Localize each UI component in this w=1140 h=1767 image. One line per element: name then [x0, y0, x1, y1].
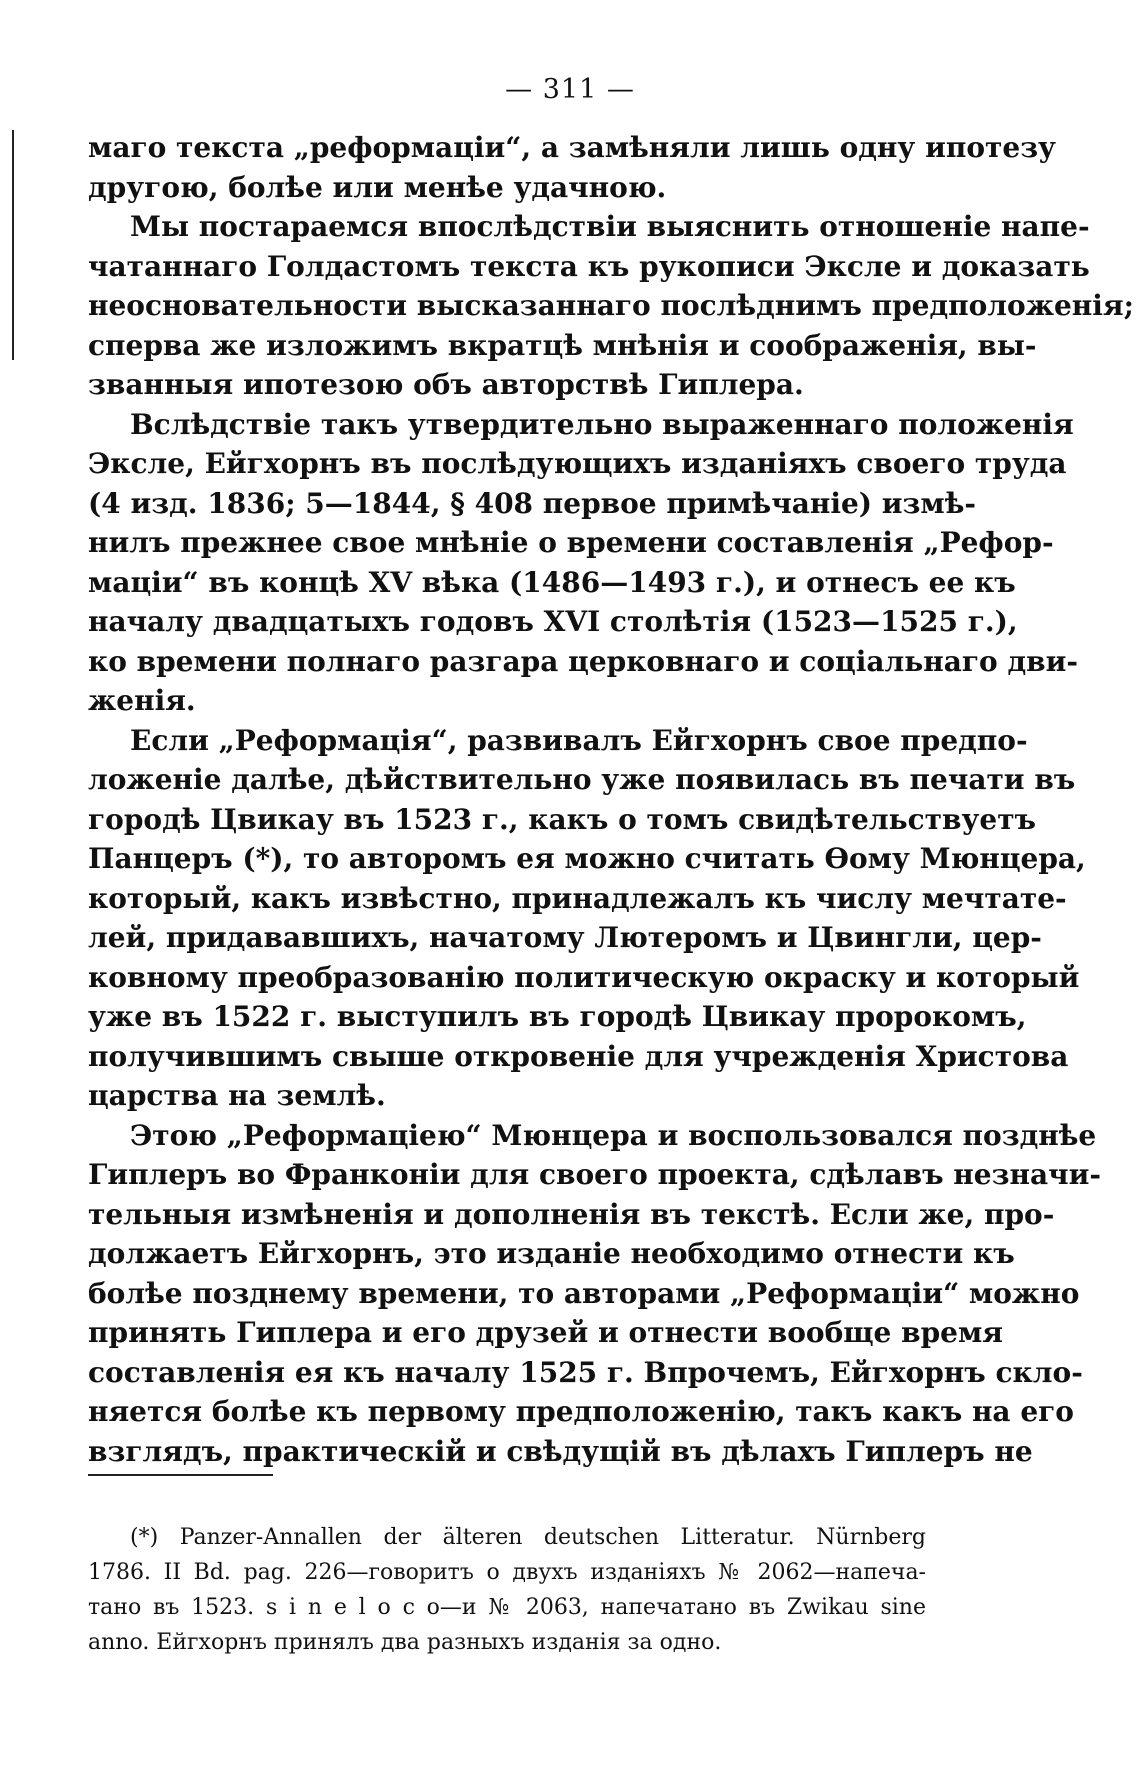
text-line: няется болѣе къ первому предположенію, такъ какъ на его [88, 1395, 1074, 1428]
text-line: получившимъ свыше откровеніе для учрежденія Христова [88, 1039, 1069, 1073]
text-line: ложеніе далѣе, дѣйствительно уже появилась въ печати въ [88, 763, 1076, 796]
text-line: составленія ея къ началу 1525 г. Впрочемъ, Ейгхорнъ скло- [88, 1355, 1083, 1389]
text-line: званныя ипотезою объ авторствѣ Гиплера. [88, 368, 804, 401]
margin-mark [12, 130, 14, 360]
text-line: который, какъ извѣстно, принадлежалъ къ числу мечтате- [88, 881, 1067, 915]
text-line: чатаннаго Голдастомъ текста къ рукописи Эксле и доказать [88, 249, 1090, 283]
text-line: сперва же изложимъ вкратцѣ мнѣнія и соображенія, вы- [88, 328, 1037, 362]
text-line: уже въ 1522 г. выступилъ въ городѣ Цвикау пророкомъ, [88, 1000, 1027, 1033]
text-line: болѣе позднему времени, то авторами „Реформаціи“ можно [88, 1276, 1080, 1310]
text-line: ко времени полнаго разгара церковнаго и соціальнаго дви- [88, 644, 1078, 678]
text-line: ковному преобразованію политическую окраску и который [88, 960, 1080, 994]
text-line: неосновательности высказаннаго послѣднимъ предположенія; [88, 289, 1134, 322]
text-line: Мы постараемся впослѣдствіи выяснить отношеніе напе- [130, 210, 1090, 243]
footnote-line: 1786. II Bd. pag. 226—говоритъ о двухъ изданіяхъ № 2062—напеча- [88, 1560, 926, 1585]
text-line: маціи“ въ концѣ XV вѣка (1486—1493 г.), и отнесъ ее къ [88, 565, 1016, 599]
text-line: тельныя измѣненія и дополненія въ текстѣ. Если же, про- [88, 1197, 1055, 1231]
text-line: городѣ Цвикау въ 1523 г., какъ о томъ свидѣтельствуетъ [88, 802, 1037, 836]
footnote-line: anno. Ейгхорнъ принялъ два разныхъ изданія за одно. [88, 1630, 722, 1655]
text-line: царства на землѣ. [88, 1079, 386, 1112]
text-line: другою, болѣе или менѣе удачною. [88, 170, 667, 204]
footnote [88, 1520, 926, 1660]
text-line: женія. [88, 684, 196, 717]
page-number: — 311 — [505, 74, 635, 105]
text-line: Этою „Реформаціею“ Мюнцера и воспользовался позднѣе [130, 1118, 1097, 1152]
text-line: лей, придававшихъ, начатому Лютеромъ и Цвингли, цер- [88, 921, 1042, 954]
footnote-divider [88, 1474, 273, 1476]
text-line: нилъ прежнее свое мнѣніе о времени составленія „Рефор- [88, 526, 1054, 559]
footnote-line: тано въ 1523. s i n e l o c o—и № 2063, напечатано въ Zwikau sine [88, 1595, 926, 1620]
text-line: (4 изд. 1836; 5—1844, § 408 первое примѣчаніе) измѣ- [88, 486, 977, 520]
text-line: Гиплеръ во Франконіи для своего проекта, сдѣлавъ незначи- [88, 1158, 1102, 1191]
text-line: Если „Реформація“, развивалъ Ейгхорнъ свое предпо- [130, 723, 1028, 757]
body-text [88, 128, 1134, 1471]
text-line: Эксле, Ейгхорнъ въ послѣдующихъ изданіяхъ своего труда [88, 447, 1067, 480]
footnote-line: (*) Panzer-Annallen der älteren deutschen Litteratur. Nürnberg [130, 1525, 926, 1550]
text-line: Панцеръ (*), то авторомъ ея можно считать Ѳому Мюнцера, [88, 842, 1086, 875]
text-line: взглядъ, практическій и свѣдущій въ дѣлахъ Гиплеръ не [88, 1434, 1033, 1468]
text-line: должаетъ Ейгхорнъ, это изданіе необходимо отнести къ [88, 1237, 1015, 1270]
text-line: началу двадцатыхъ годовъ XVI столѣтія (1523—1525 г.), [88, 605, 1018, 638]
text-line: принять Гиплера и его друзей и отнести вообще время [88, 1316, 1003, 1349]
text-line: маго текста „реформаціи“, а замѣняли лишь одну ипотезу [88, 131, 1056, 164]
text-line: Вслѣдствіе такъ утвердительно выраженнаго положенія [130, 407, 1074, 441]
